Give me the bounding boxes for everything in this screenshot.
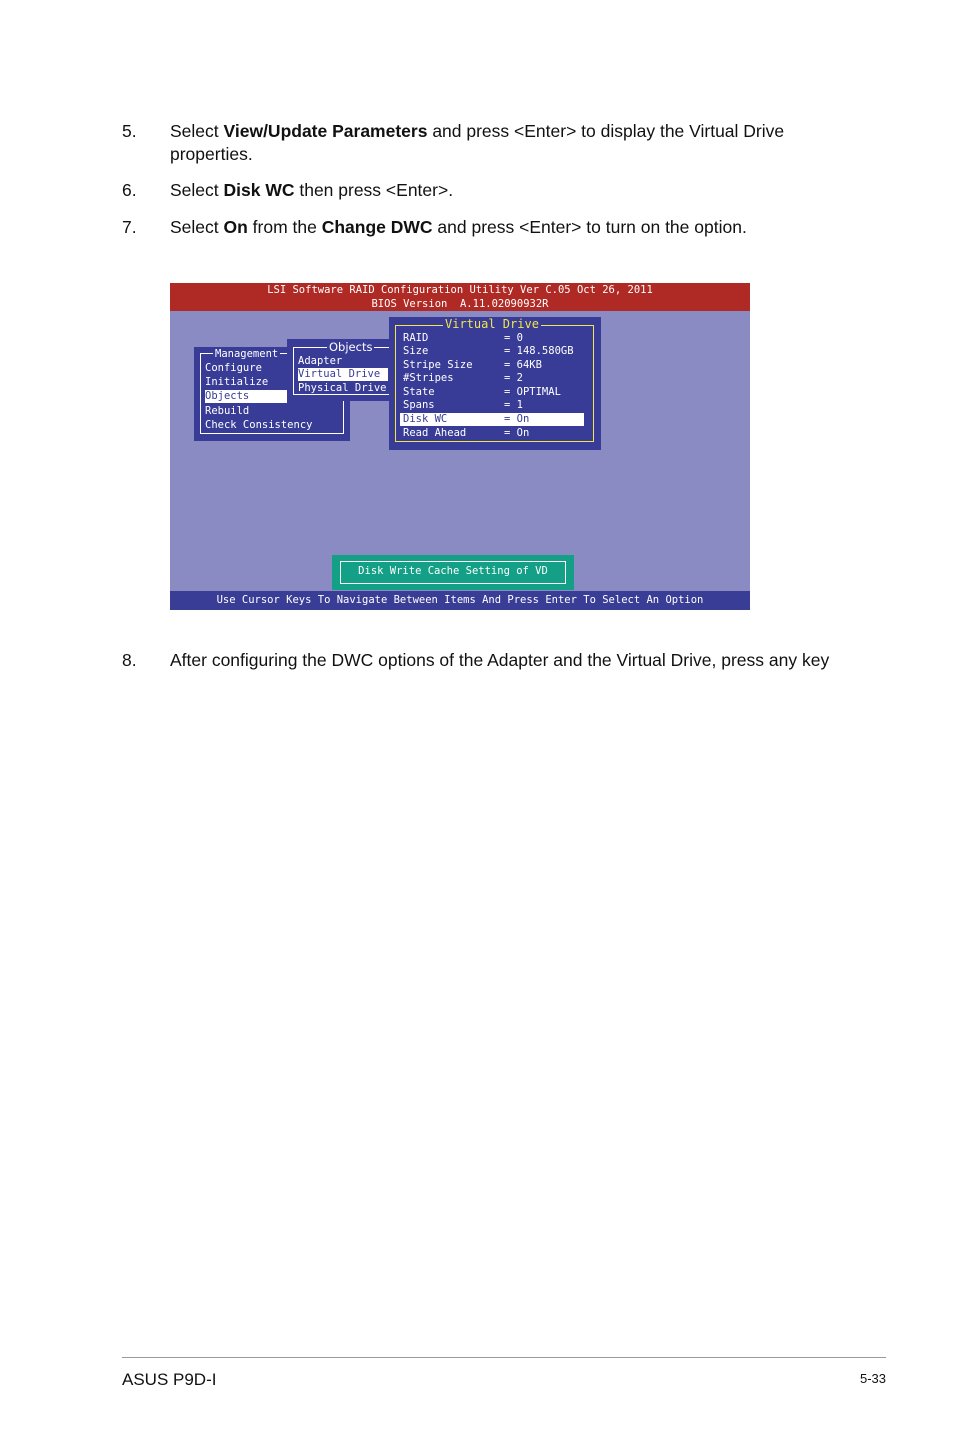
property-disk-wc-value[interactable]: = On: [504, 413, 530, 425]
step-text: Select View/Update Parameters and press <Enter> to display the Virtual Drive properties.: [170, 121, 785, 164]
bios-title: LSI Software RAID Configuration Utility Ver C.05 Oct 26, 2011: [267, 284, 653, 296]
step-text: Select Disk WC then press <Enter>.: [170, 180, 454, 200]
property-read-ahead-key: Read Ahead: [403, 427, 467, 439]
bios-title-bar: [170, 283, 750, 311]
menu-item-adapter[interactable]: Adapter: [298, 355, 343, 367]
management-legend: Management: [215, 348, 279, 360]
property-disk-wc-key[interactable]: Disk WC: [403, 413, 448, 425]
step-number: 8.: [122, 650, 137, 670]
step-text: After configuring the DWC options of the Adapter and the Virtual Drive, press any key: [170, 650, 830, 670]
property-state-key: State: [403, 386, 435, 398]
property-state-value: = OPTIMAL: [504, 386, 561, 398]
property-stripes-value: = 2: [504, 372, 523, 384]
virtual-drive-panel: [389, 317, 601, 450]
step-number: 7.: [122, 217, 137, 237]
hint-box: [332, 555, 574, 590]
footer-divider: [122, 1357, 886, 1358]
property-size-value: = 148.580GB: [504, 345, 574, 357]
property-stripe-size-key: Stripe Size: [403, 359, 473, 371]
menu-item-rebuild[interactable]: Rebuild: [205, 405, 250, 417]
menu-item-initialize[interactable]: Initialize: [205, 376, 269, 388]
bios-version: BIOS Version A.11.02090932R: [371, 298, 549, 310]
property-stripe-size-value: = 64KB: [504, 359, 542, 371]
menu-item-check-consistency[interactable]: Check Consistency: [205, 419, 313, 431]
step-number: 6.: [122, 180, 137, 200]
property-spans-key: Spans: [403, 399, 435, 411]
menu-item-configure[interactable]: Configure: [205, 362, 262, 374]
objects-legend: Objects: [329, 340, 373, 354]
step-number: 5.: [122, 121, 137, 141]
footer-product-name: ASUS P9D-I: [122, 1370, 217, 1389]
step-text: Select On from the Change DWC and press <Enter> to turn on the option.: [170, 217, 747, 237]
property-stripes-key: #Stripes: [403, 372, 454, 384]
menu-item-virtual-drive[interactable]: Virtual Drive: [298, 368, 388, 381]
menu-item-objects[interactable]: Objects: [205, 390, 287, 403]
footer-page-number: 5-33: [859, 1371, 886, 1386]
virtual-drive-legend: Virtual Drive: [445, 317, 539, 331]
bios-status-bar: Use Cursor Keys To Navigate Between Items And Press Enter To Select An Option: [170, 591, 750, 610]
property-spans-value: = 1: [504, 399, 523, 411]
objects-panel: [287, 339, 397, 401]
property-raid-key: RAID: [403, 332, 429, 344]
property-raid-value: = 0: [504, 332, 523, 344]
property-size-key: Size: [403, 345, 429, 357]
hint-text: Disk Write Cache Setting of VD: [340, 561, 566, 584]
property-read-ahead-value: = On: [504, 427, 530, 439]
bios-screenshot: [170, 283, 750, 610]
menu-item-physical-drive[interactable]: Physical Drive: [298, 382, 387, 394]
